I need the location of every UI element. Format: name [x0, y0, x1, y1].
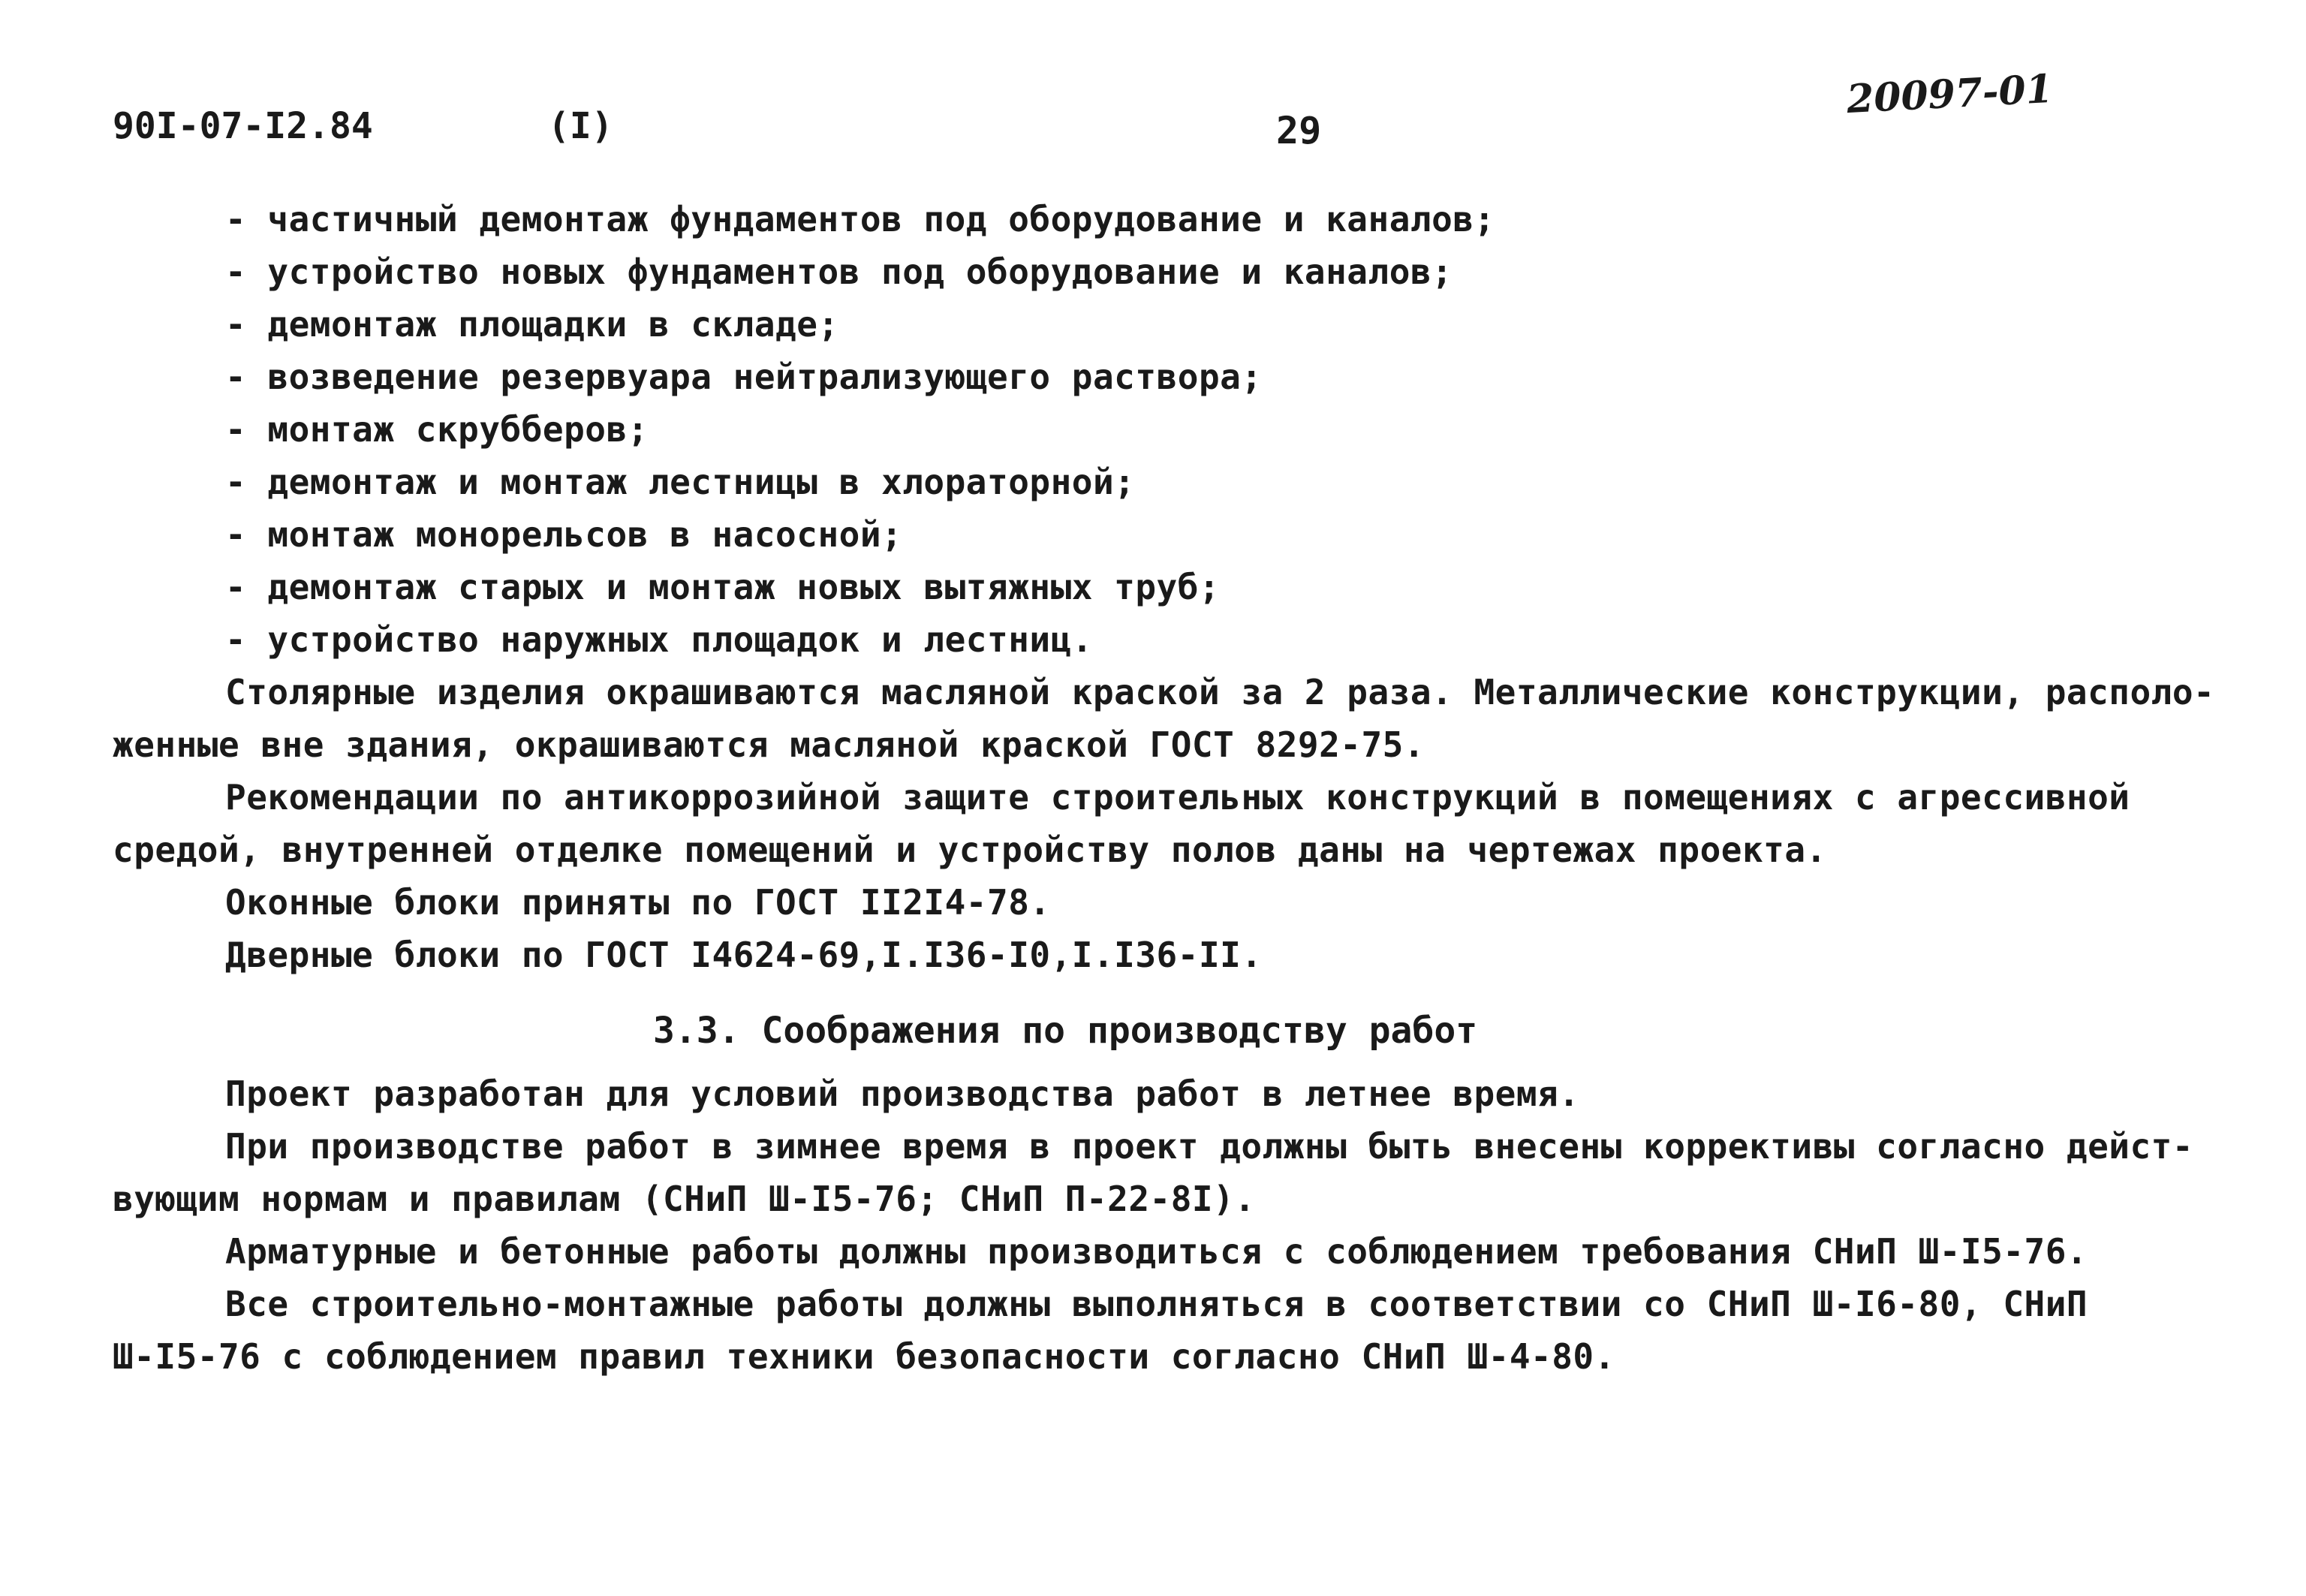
section-line: Проект разработан для условий производства работ в летнее время.	[225, 1074, 1580, 1114]
section-line: Ш-I5-76 с соблюдением правил техники безопасности согласно СНиП Ш-4-80.	[113, 1336, 1615, 1377]
list-item: - демонтаж и монтаж лестницы в хлораторной;	[225, 462, 1136, 502]
section-title: 3.3. Соображения по производству работ	[653, 1010, 1478, 1052]
list-item: - демонтаж старых и монтаж новых вытяжных труб;	[225, 567, 1221, 607]
paragraph-line: Оконные блоки приняты по ГОСТ II2I4-78.	[225, 882, 1051, 923]
list-item: - монтаж монорельсов в насосной;	[225, 514, 903, 555]
paragraph-line: Дверные блоки по ГОСТ I4624-69,I.I36-I0,I.I36-II.	[225, 935, 1263, 975]
document-code: 90I-07-I2.84	[113, 105, 373, 147]
paragraph-line: Рекомендации по антикоррозийной защите строительных конструкций в помещениях с агрессивной	[225, 777, 2130, 818]
section-line: При производстве работ в зимнее время в проект должны быть внесены коррективы согласно дейст-	[225, 1126, 2194, 1167]
list-item: - частичный демонтаж фундаментов под оборудование и каналов;	[225, 199, 1495, 239]
section-line: Все строительно-монтажные работы должны выполняться в соответствии со СНиП Ш-I6-80, СНиП	[225, 1284, 2088, 1324]
section-line: Арматурные и бетонные работы должны производиться с соблюдением требования СНиП Ш-I5-76.	[225, 1231, 2088, 1272]
list-item: - демонтаж площадки в складе;	[225, 304, 839, 345]
paragraph-line: Столярные изделия окрашиваются масляной краской за 2 раза. Металлические конструкции, располо-	[225, 672, 2215, 712]
sheet-number: (I)	[548, 105, 613, 147]
paragraph-line: женные вне здания, окрашиваются масляной краской ГОСТ 8292-75.	[113, 724, 1425, 765]
section-line: вующим нормам и правилам (СНиП Ш-I5-76; СНиП П-22-8I).	[113, 1179, 1256, 1219]
list-item: - монтаж скрубберов;	[225, 409, 649, 450]
list-item: - устройство новых фундаментов под оборудование и каналов;	[225, 251, 1453, 292]
page-number: 29	[1276, 109, 1322, 152]
handwritten-stamp: 20097-01	[1845, 65, 2055, 123]
list-item: - устройство наружных площадок и лестниц.	[225, 619, 1093, 660]
paragraph-line: средой, внутренней отделке помещений и устройству полов даны на чертежах проекта.	[113, 830, 1827, 870]
list-item: - возведение резервуара нейтрализующего раствора;	[225, 357, 1263, 397]
